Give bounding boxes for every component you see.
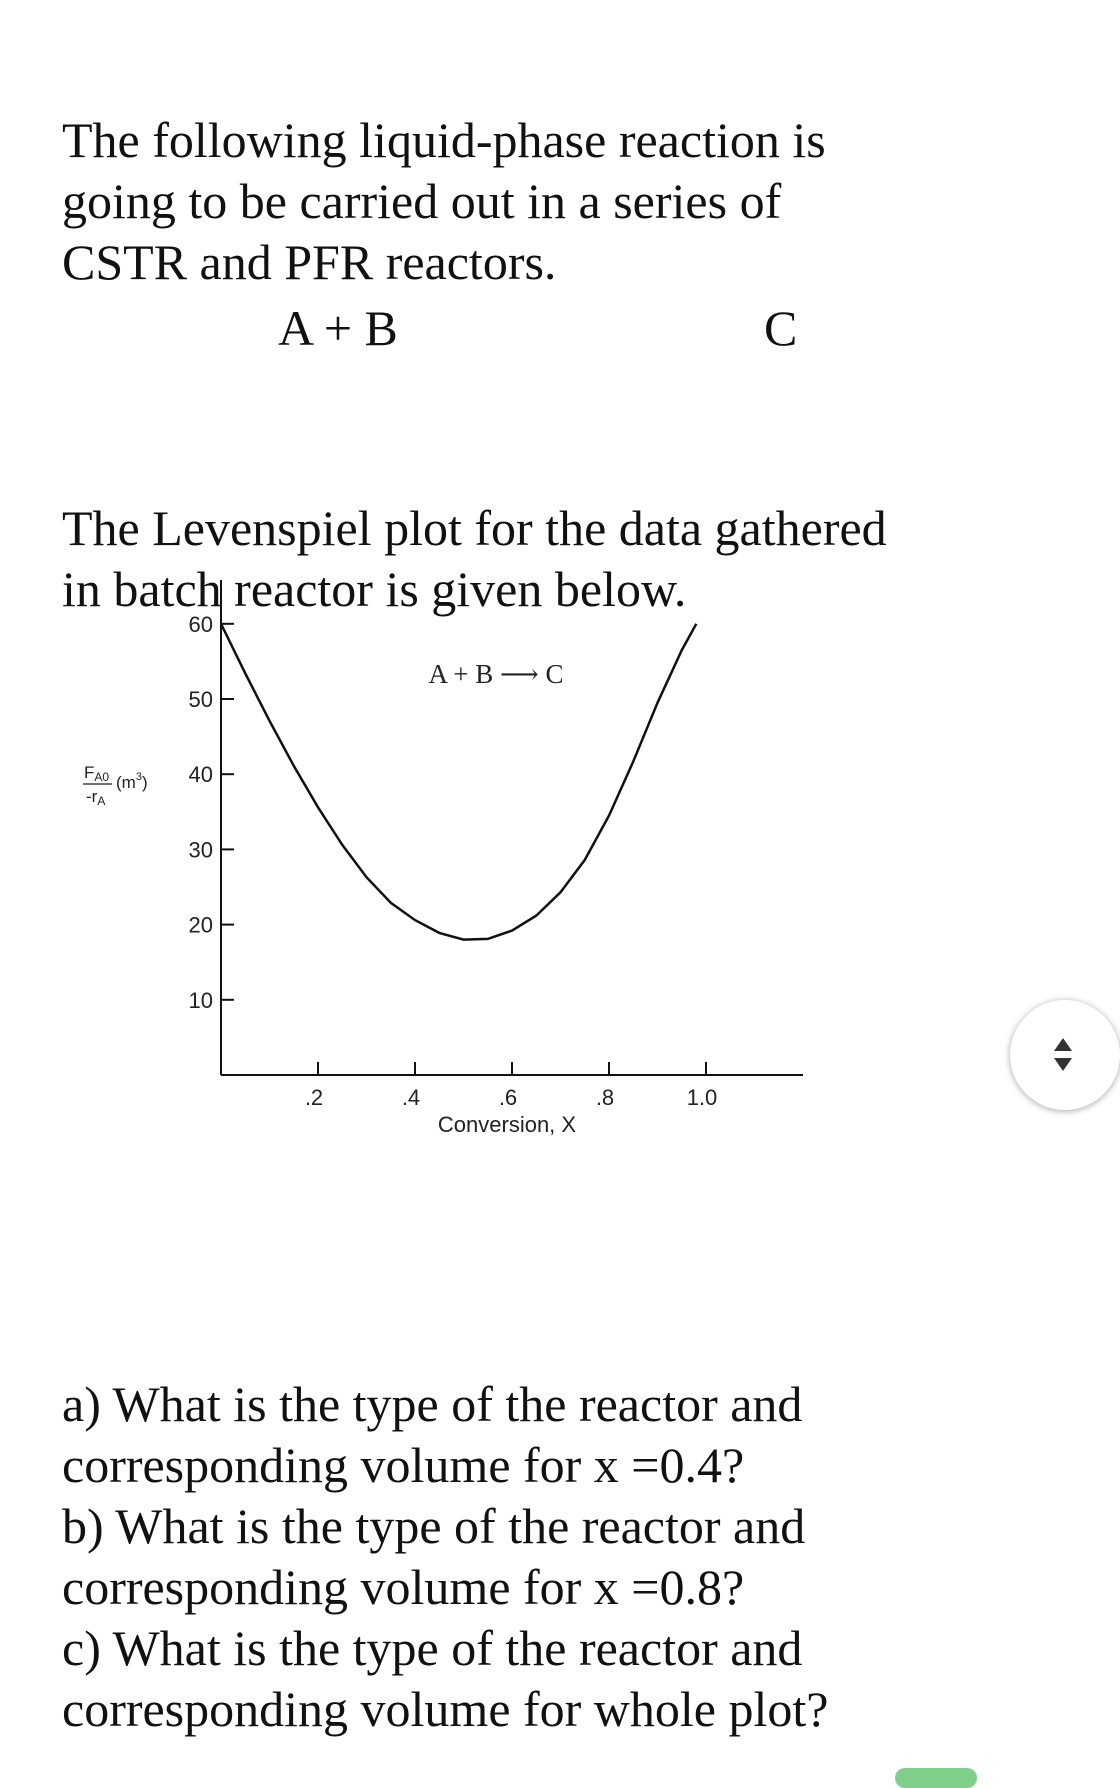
y-tick-label: 30 [188, 837, 213, 863]
x-tick-label: .4 [401, 1085, 421, 1110]
equation-reactants: A + B [278, 300, 398, 356]
levenspiel-line: The Levenspiel plot for the data gathered [62, 500, 887, 556]
chart-title: A + B ⟶ C [428, 659, 564, 689]
question-line: corresponding volume for x =0.4? [62, 1437, 745, 1493]
scroll-up-icon [1054, 1038, 1072, 1051]
y-tick-label: 50 [188, 687, 213, 712]
ylabel-numerator: F [84, 763, 95, 782]
x-ticks [305, 1062, 717, 1110]
question-line: c) What is the type of the reactor and [62, 1620, 803, 1676]
x-tick-label: .8 [595, 1085, 615, 1110]
y-ticks [189, 612, 234, 1013]
questions-paragraph [62, 1374, 1042, 1740]
y-tick-label: 40 [188, 762, 213, 788]
question-line: a) What is the type of the reactor and [62, 1376, 803, 1432]
intro-line: CSTR and PFR reactors. [62, 234, 557, 290]
ylabel-unit-sup: 3 [135, 771, 142, 783]
intro-line: going to be carried out in a series of [62, 173, 782, 229]
svg-text:FA0 [84, 763, 109, 784]
x-tick-label: 1.0 [686, 1085, 718, 1110]
scroll-handle[interactable] [1010, 1000, 1120, 1110]
levenspiel-plot [0, 611, 940, 1300]
ylabel-unit-close: ) [141, 773, 148, 792]
corner-badge [895, 1768, 977, 1788]
levenspiel-paragraph [62, 498, 1052, 620]
question-line: corresponding volume for x =0.8? [62, 1559, 745, 1615]
intro-line: The following liquid-phase reaction is [62, 112, 826, 168]
y-tick-label: 20 [188, 912, 213, 938]
equation-product: C [764, 300, 798, 356]
svg-text:-rA [86, 787, 105, 808]
ylabel-denominator-sub: A [97, 794, 106, 808]
ylabel-numerator-sub: A0 [94, 770, 110, 784]
question-line: corresponding volume for whole plot? [62, 1681, 829, 1737]
intro-paragraph [62, 110, 1042, 293]
y-axis-label [83, 763, 148, 808]
y-tick-label: 60 [188, 611, 213, 637]
question-line: b) What is the type of the reactor and [62, 1498, 806, 1554]
svg-text:(m3) [116, 771, 148, 792]
levenspiel-line: in batch reactor is given below. [62, 561, 687, 617]
y-tick-label: 10 [188, 987, 213, 1013]
x-tick-label: .2 [304, 1085, 324, 1110]
x-axis-label: Conversion, X [437, 1112, 577, 1137]
ylabel-unit: (m [116, 773, 136, 792]
ylabel-denominator: -r [86, 787, 98, 806]
x-tick-label: .6 [498, 1085, 518, 1110]
scroll-down-icon [1054, 1058, 1072, 1071]
